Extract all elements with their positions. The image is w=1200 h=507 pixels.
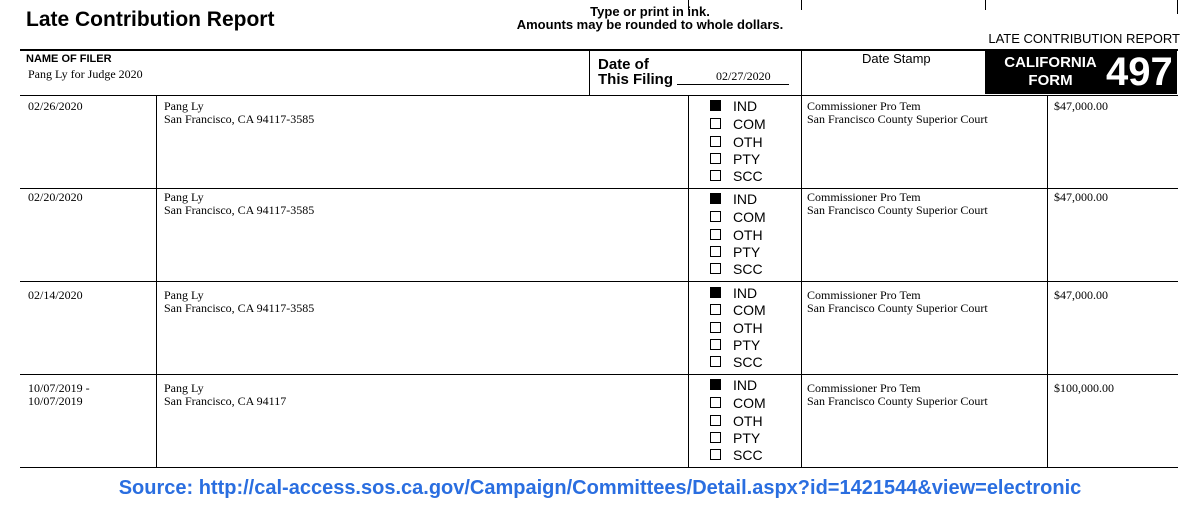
badge-line-1: CALIFORNIA [1004, 54, 1097, 71]
row-divider-1 [20, 188, 1178, 189]
checkbox-label: OTH [733, 320, 763, 336]
checkbox-icon [710, 449, 721, 460]
row-occupation [807, 100, 988, 126]
checkbox-com[interactable] [710, 302, 790, 319]
contributor-name: Pang Ly [164, 381, 204, 395]
header-bottom-rule [20, 95, 1178, 96]
contributor-name: Pang Ly [164, 288, 204, 302]
checkbox-checked-icon [710, 100, 721, 111]
row-amount: $47,000.00 [1054, 99, 1108, 113]
filing-date-underline [677, 84, 789, 85]
row-amount: $47,000.00 [1054, 288, 1108, 302]
report-label: LATE CONTRIBUTION REPORT [988, 31, 1180, 46]
row-contributor [164, 100, 314, 126]
row-date-line: 02/26/2020 [28, 99, 83, 113]
row-amount: $47,000.00 [1054, 190, 1108, 204]
checkbox-oth[interactable] [710, 227, 790, 244]
top-divider-4 [1177, 0, 1178, 14]
checkbox-oth[interactable] [710, 134, 790, 151]
form-title: Late Contribution Report [26, 8, 275, 31]
checkbox-scc[interactable] [710, 261, 790, 278]
row-date [28, 382, 90, 408]
checkbox-label: COM [733, 395, 766, 411]
checkbox-label: OTH [733, 134, 763, 150]
filing-label-line-2: This Filing [598, 71, 673, 88]
checkbox-scc[interactable] [710, 168, 790, 185]
top-divider-1 [688, 0, 689, 10]
checkbox-pty[interactable] [710, 244, 790, 261]
checkbox-label: COM [733, 302, 766, 318]
contributor-address: San Francisco, CA 94117 [164, 394, 287, 408]
checkbox-pty[interactable] [710, 151, 790, 168]
row-occupation [807, 289, 988, 315]
checkbox-checked-icon [710, 379, 721, 390]
checkbox-icon [710, 229, 721, 240]
checkbox-ind[interactable] [710, 377, 790, 394]
row-date-line: 10/07/2019 - [28, 381, 90, 395]
badge-line-2: FORM [1028, 72, 1073, 89]
checkbox-label: OTH [733, 413, 763, 429]
checkbox-checked-icon [710, 193, 721, 204]
occupation: Commissioner Pro Tem [807, 99, 921, 113]
checkbox-icon [710, 246, 721, 257]
checkbox-com[interactable] [710, 209, 790, 226]
checkbox-icon [710, 153, 721, 164]
source-caption: Source: http://cal-access.sos.ca.gov/Campaign/Committees/Detail.aspx?id=1421544&view=electronic [118, 477, 1082, 499]
checkbox-icon [710, 397, 721, 408]
checkbox-label: IND [733, 285, 758, 301]
row-date [28, 289, 83, 302]
checkbox-label: IND [733, 98, 758, 114]
checkbox-scc[interactable] [710, 354, 790, 371]
checkbox-label: SCC [733, 354, 763, 370]
top-divider-3 [985, 0, 986, 10]
california-form-badge [985, 50, 1177, 94]
occupation: Commissioner Pro Tem [807, 288, 921, 302]
row-divider-3 [20, 374, 1178, 375]
date-stamp-label: Date Stamp [862, 51, 931, 66]
checkbox-icon [710, 118, 721, 129]
row-contributor [164, 382, 286, 408]
instruction-line-1: Type or print in ink. [590, 4, 710, 19]
row-occupation [807, 191, 988, 217]
filing-label [598, 57, 673, 87]
row-occupation [807, 382, 988, 408]
checkbox-oth[interactable] [710, 320, 790, 337]
checkbox-ind[interactable] [710, 98, 790, 115]
checkbox-label: SCC [733, 168, 763, 184]
row-date-line: 02/14/2020 [28, 288, 83, 302]
employer: San Francisco County Superior Court [807, 203, 988, 217]
row-date-line: 02/20/2020 [28, 190, 83, 204]
row-contributor [164, 289, 314, 315]
filing-date: 02/27/2020 [716, 69, 771, 83]
filer-divider [589, 49, 590, 95]
checkbox-label: IND [733, 191, 758, 207]
occupation: Commissioner Pro Tem [807, 381, 921, 395]
checkbox-label: PTY [733, 151, 761, 167]
checkbox-icon [710, 136, 721, 147]
checkbox-icon [710, 356, 721, 367]
filer-name: Pang Ly for Judge 2020 [28, 67, 143, 81]
checkbox-oth[interactable] [710, 413, 790, 430]
checkbox-icon [710, 170, 721, 181]
contributor-address: San Francisco, CA 94117-3585 [164, 112, 315, 126]
checkbox-icon [710, 415, 721, 426]
checkbox-icon [710, 432, 721, 443]
checkbox-label: COM [733, 116, 766, 132]
contributor-address: San Francisco, CA 94117-3585 [164, 203, 315, 217]
checkbox-com[interactable] [710, 116, 790, 133]
checkbox-ind[interactable] [710, 285, 790, 302]
stamp-divider [801, 49, 802, 95]
employer: San Francisco County Superior Court [807, 112, 988, 126]
badge-text [993, 54, 1108, 90]
checkbox-label: SCC [733, 261, 763, 277]
row-date-line: 10/07/2019 [28, 394, 83, 408]
row-divider-4 [20, 467, 1178, 468]
contributor-address: San Francisco, CA 94117-3585 [164, 301, 315, 315]
occupation: Commissioner Pro Tem [807, 190, 921, 204]
checkbox-icon [710, 304, 721, 315]
checkbox-icon [710, 339, 721, 350]
checkbox-icon [710, 263, 721, 274]
checkbox-label: OTH [733, 227, 763, 243]
filing-label-line-1: Date of [598, 56, 649, 73]
row-date [28, 191, 83, 204]
checkbox-label: PTY [733, 430, 761, 446]
checkbox-icon [710, 211, 721, 222]
top-divider-2 [801, 0, 802, 10]
checkbox-label: PTY [733, 244, 761, 260]
contributor-name: Pang Ly [164, 190, 204, 204]
filer-label: NAME OF FILER [26, 53, 112, 65]
row-divider-2 [20, 281, 1178, 282]
instruction-line-2: Amounts may be rounded to whole dollars. [516, 17, 784, 32]
form-number: 497 [1106, 50, 1173, 94]
checkbox-pty[interactable] [710, 337, 790, 354]
row-date [28, 100, 83, 113]
checkbox-label: IND [733, 377, 758, 393]
employer: San Francisco County Superior Court [807, 394, 988, 408]
checkbox-ind[interactable] [710, 191, 790, 208]
checkbox-icon [710, 322, 721, 333]
row-contributor [164, 191, 314, 217]
checkbox-checked-icon [710, 287, 721, 298]
checkbox-label: SCC [733, 447, 763, 463]
checkbox-com[interactable] [710, 395, 790, 412]
contributor-name: Pang Ly [164, 99, 204, 113]
checkbox-label: PTY [733, 337, 761, 353]
checkbox-pty[interactable] [710, 430, 790, 447]
checkbox-scc[interactable] [710, 447, 790, 464]
row-amount: $100,000.00 [1054, 381, 1114, 395]
employer: San Francisco County Superior Court [807, 301, 988, 315]
checkbox-label: COM [733, 209, 766, 225]
